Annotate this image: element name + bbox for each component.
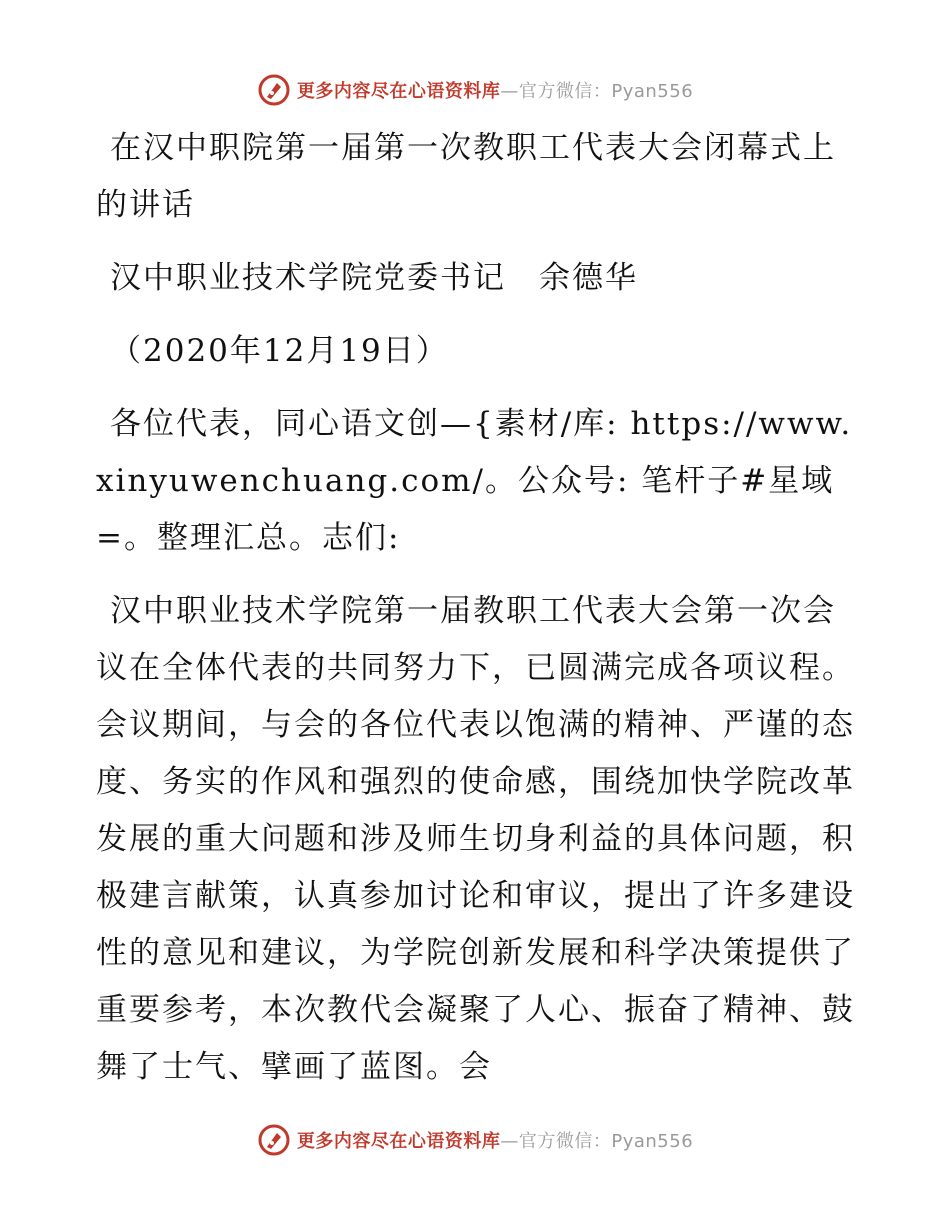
watermark-brand: 更多内容尽在心语资料库 [296, 1131, 501, 1152]
watermark-contact: 官方微信：Pyan556 [518, 81, 694, 102]
pen-nib-logo-icon [257, 1123, 291, 1157]
document-date: （2020年12月19日） [110, 333, 449, 369]
document-author: 汉中职业技术学院党委书记 余德华 [110, 260, 638, 296]
document-paragraph: 汉中职业技术学院第一届教职工代表大会第一次会议在全体代表的共同努力下，已圆满完成各项议程。会议期间，与会的各位代表以饱满的精神、严谨的态度、务实的作风和强烈的使命感，围绕加快学院改革发展的重大问题和涉及师生切身利益的具体问题，积极建言献策，认真参加讨论和审议，提出了许多建设性的意见和建议，为学院创新发展和科学决策提供了重要参考，本次教代会凝聚了人心、振奋了精神、鼓舞了士气、擘画了蓝图。会 [96, 593, 855, 1085]
footer-watermark [0, 1122, 950, 1158]
document-title: 在汉中职院第一届第一次教职工代表大会闭幕式上的讲话 [96, 130, 836, 223]
pen-nib-logo-icon [257, 73, 291, 107]
document-body [96, 120, 866, 1096]
document-greeting: 各位代表，同心语文创—{素材/库: https://www.xinyuwenchuang.com/。公众号: 笔杆子#星域=。整理汇总。志们: [96, 406, 853, 556]
watermark-brand: 更多内容尽在心语资料库 [296, 81, 501, 102]
watermark-separator: — [500, 81, 519, 102]
watermark-contact: 官方微信：Pyan556 [518, 1131, 694, 1152]
watermark-separator: — [500, 1131, 519, 1152]
header-watermark [0, 72, 950, 108]
